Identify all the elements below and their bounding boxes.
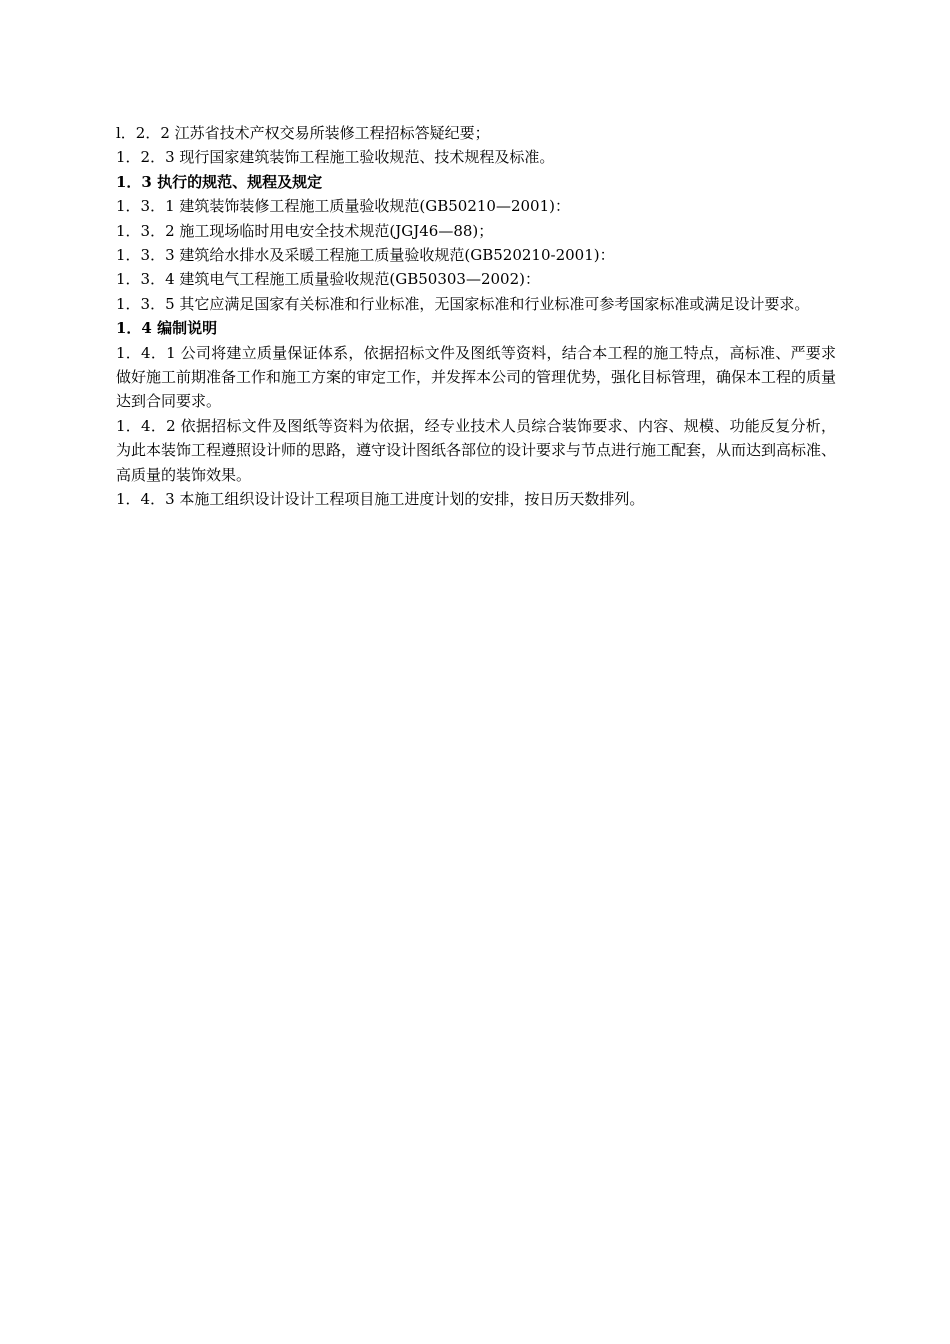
section-heading-1-4: 1．4 编制说明: [116, 319, 218, 338]
item-1-4-1: 1．4．1 公司将建立质量保证体系，依据招标文件及图纸等资料，结合本工程的施工特点，高标准、严要求做好施工前期准备工作和施工方案的审定工作，并发挥本公司的管理优势，强化目标管理，确保本工程的质量达到合同要求。: [116, 343, 837, 411]
item-1-3-3: 1．3．3 建筑给水排水及采暖工程施工质量验收规范(GB520210-2001)：: [116, 246, 615, 265]
item-1-3-2: 1．3．2 施工现场临时用电安全技术规范(JGJ46—88)；: [116, 221, 494, 240]
item-1-4-2: 1．4．2 依据招标文件及图纸等资料为依据，经专业技术人员综合装饰要求、内容、规模、功能反复分析，为此本装饰工程遵照设计师的思路，遵守设计图纸各部位的设计要求与节点进行施工配套，从而达到高标准、高质量的装饰效果。: [116, 416, 837, 484]
document-body: [116, 121, 836, 512]
section-heading-1-3: 1．3 执行的规范、规程及规定: [116, 172, 323, 191]
item-1-4-3: 1．4．3 本施工组织设计设计工程项目施工进度计划的安排，按日历天数排列。: [116, 490, 645, 509]
item-1-3-5: 1．3．5 其它应满足国家有关标准和行业标准，无国家标准和行业标准可参考国家标准或满足设计要求。: [116, 294, 810, 313]
item-1-2-3: 1．2．3 现行国家建筑装饰工程施工验收规范、技术规程及标准。: [116, 148, 555, 167]
item-1-3-1: 1．3．1 建筑装饰装修工程施工质量验收规范(GB50210—2001)：: [116, 197, 571, 216]
item-1-3-4: 1．3．4 建筑电气工程施工质量验收规范(GB50303—2002)：: [116, 270, 541, 289]
item-1-2-2: l．2．2 江苏省技术产权交易所装修工程招标答疑纪要；: [116, 124, 490, 142]
